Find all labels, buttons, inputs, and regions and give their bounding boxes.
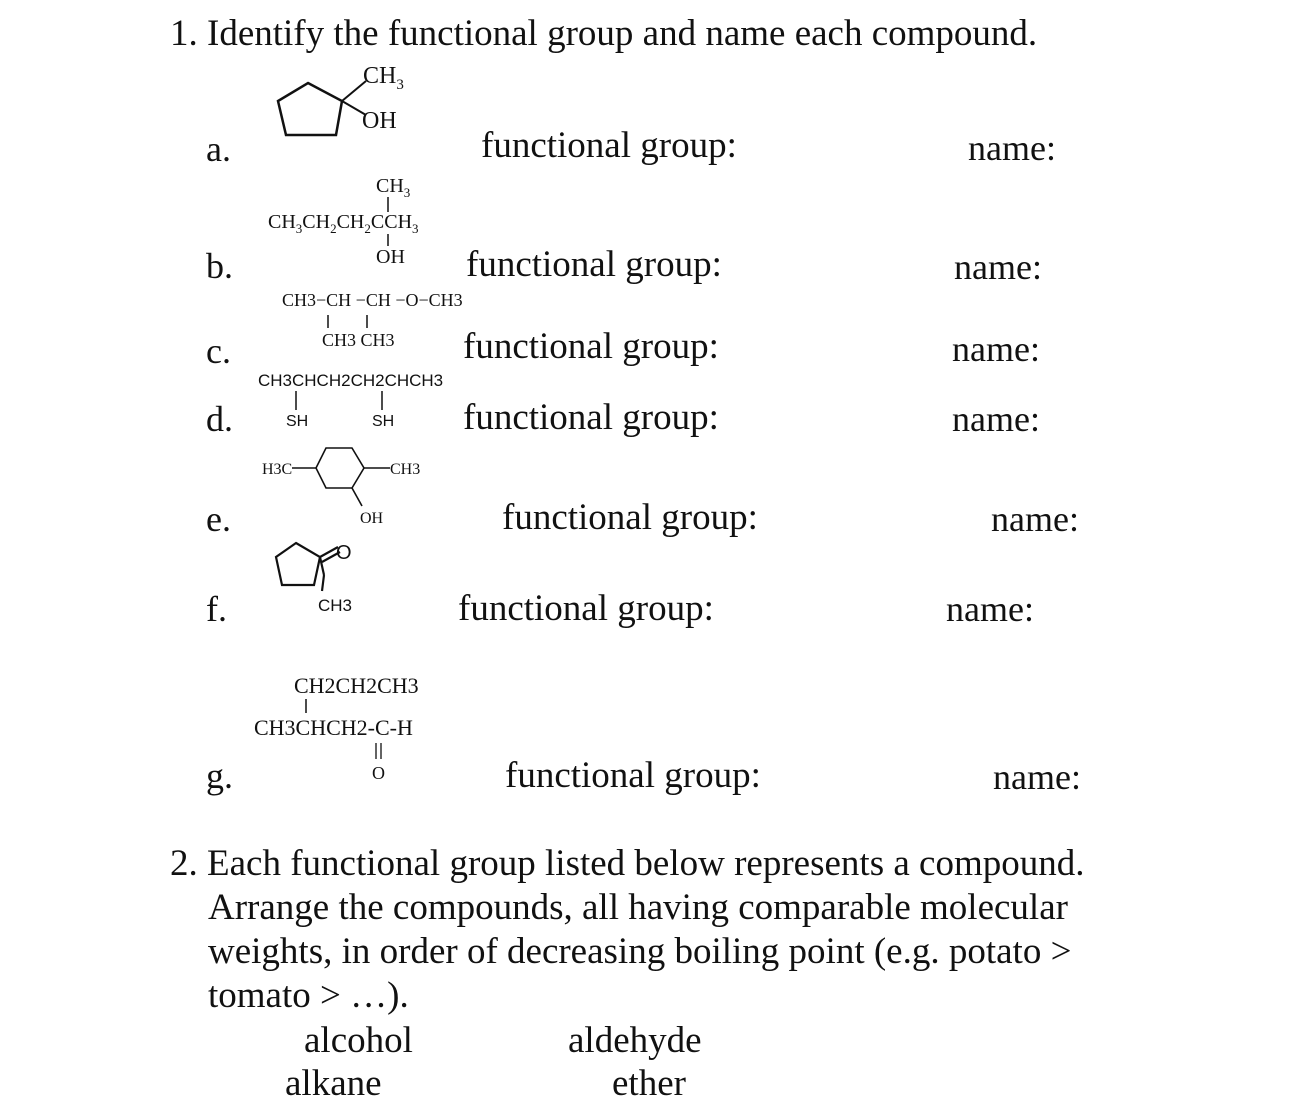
structure-a-oh: OH — [362, 108, 397, 134]
structure-b-top-n: 3 — [403, 185, 411, 200]
question-2-line-1: 2. Each functional group listed below represents a compound. — [170, 843, 1085, 884]
structure-g-top: CH2CH2CH3 — [294, 673, 419, 698]
structure-c-subs: CH3 CH3 — [322, 330, 395, 350]
structure-g-oxygen: O — [372, 763, 385, 783]
structure-g-main: CH3CHCH2-C-H — [254, 715, 413, 740]
item-e-name-label: name: — [991, 499, 1079, 539]
structure-c-main: CH3−CH −CH −O−CH3 — [282, 290, 463, 310]
svg-text:CH3 — [376, 175, 410, 200]
structure-b-top: CH — [376, 175, 404, 197]
structure-d-chain: CH3CHCH2CH2CHCH3 — [258, 371, 444, 390]
structure-a-sub: 3 — [396, 77, 404, 93]
item-c-functional-group-label: functional group: — [463, 326, 719, 367]
structure-e-right: CH3 — [390, 461, 421, 478]
item-f-name-label: name: — [946, 589, 1034, 629]
item-b-letter: b. — [206, 246, 233, 286]
question-2-line-3: weights, in order of decreasing boiling point (e.g. potato > — [208, 931, 1072, 972]
structure-c — [278, 282, 468, 352]
question-2-line-4: tomato > …). — [208, 975, 409, 1016]
structure-g — [250, 665, 440, 785]
item-b-name-label: name: — [954, 247, 1042, 287]
structure-b-oh: OH — [376, 246, 405, 268]
item-g-letter: g. — [206, 756, 233, 796]
item-a-functional-group-label: functional group: — [481, 125, 737, 166]
structure-e — [256, 440, 436, 530]
structure-a-ch: CH — [363, 63, 397, 89]
item-c-name-label: name: — [952, 329, 1040, 369]
structure-d — [254, 362, 454, 434]
option-aldehyde: aldehyde — [568, 1020, 702, 1061]
option-alkane: alkane — [285, 1063, 382, 1104]
svg-text:CH3 — [363, 63, 404, 93]
structure-e-left: H3C — [262, 461, 293, 478]
question-1-title: 1. Identify the functional group and name each compound. — [170, 13, 1038, 54]
item-e-letter: e. — [206, 499, 231, 539]
item-a-letter: a. — [206, 129, 231, 169]
item-e-functional-group-label: functional group: — [502, 497, 758, 538]
item-b-functional-group-label: functional group: — [466, 244, 722, 285]
item-c-letter: c. — [206, 331, 231, 371]
item-g-functional-group-label: functional group: — [505, 755, 761, 796]
svg-text:CH3CH2CH2CCH3: $CH_3CH_2CH_2CCH_3$ — [268, 211, 419, 236]
item-f-letter: f. — [206, 589, 227, 629]
structure-f — [270, 535, 390, 620]
structure-f-oxygen: O — [336, 542, 352, 564]
item-f-functional-group-label: functional group: — [458, 588, 714, 629]
item-g-name-label: name: — [993, 757, 1081, 797]
item-a-name-label: name: — [968, 128, 1056, 168]
structure-f-methyl: CH3 — [318, 596, 353, 615]
structure-d-sh-1: SH — [286, 413, 309, 430]
item-d-letter: d. — [206, 399, 233, 439]
option-alcohol: alcohol — [304, 1020, 413, 1061]
question-2-line-2: Arrange the compounds, all having comparable molecular — [208, 887, 1068, 928]
structure-e-oh: OH — [360, 510, 384, 527]
structure-a — [270, 55, 430, 145]
option-ether: ether — [612, 1063, 686, 1104]
item-d-functional-group-label: functional group: — [463, 397, 719, 438]
structure-b — [262, 170, 452, 270]
structure-d-sh-2: SH — [372, 413, 395, 430]
item-d-name-label: name: — [952, 399, 1040, 439]
